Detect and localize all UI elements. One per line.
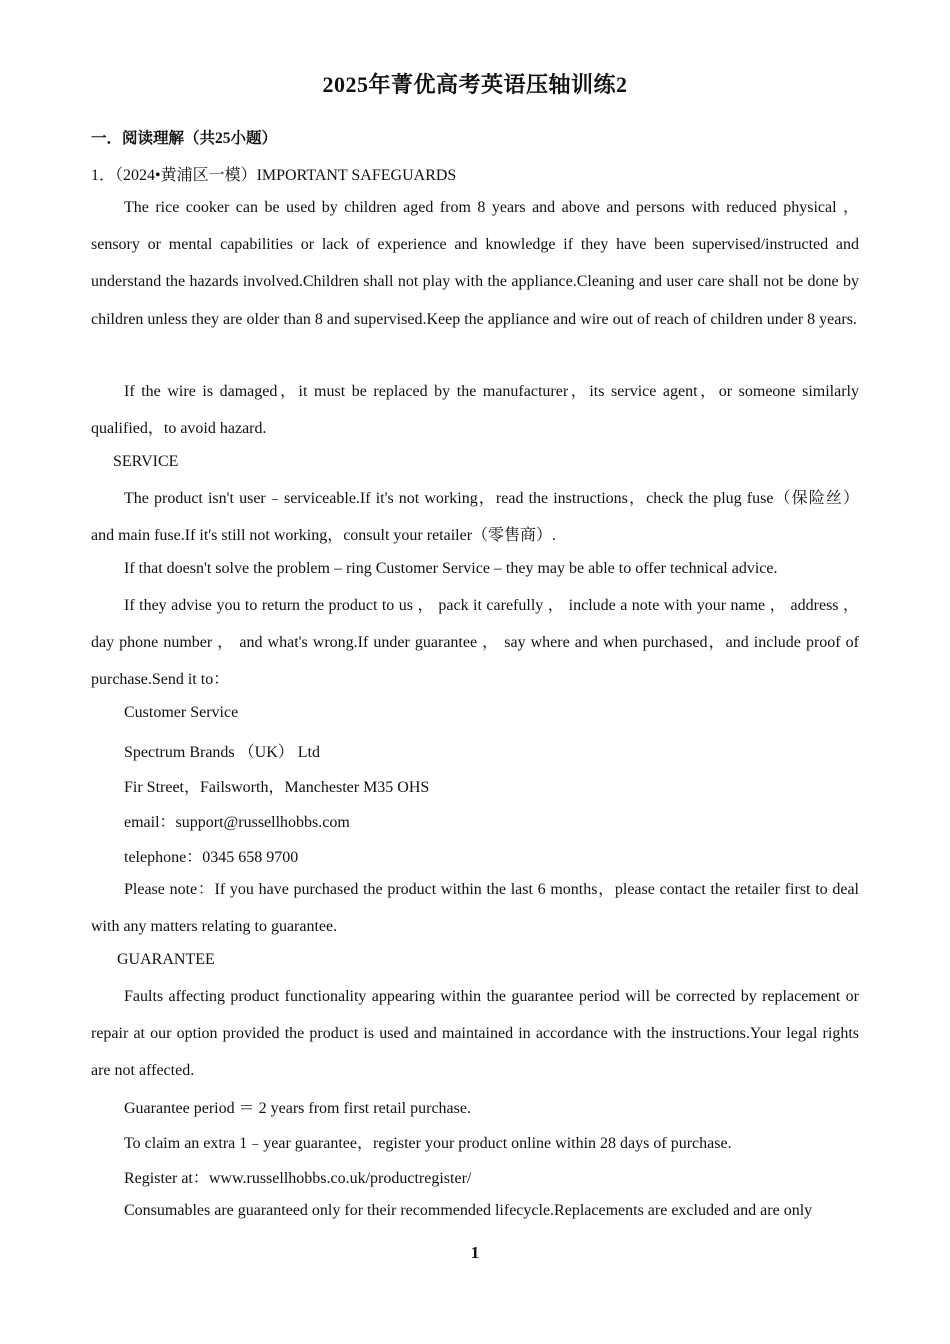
section-heading: 一．阅读理解（共25小题） bbox=[91, 130, 278, 147]
address-line-3: Fir Street，Failsworth，Manchester M35 OHS bbox=[124, 779, 430, 796]
heading-guarantee: GUARANTEE bbox=[117, 951, 215, 968]
address-email: email：support@russellhobbs.com bbox=[124, 814, 350, 831]
page-number: 1 bbox=[470, 1243, 480, 1262]
paragraph-note: Please note：If you have purchased the product within the last 6 months，please contact the retailer first to deal with any matters relating to guarantee. bbox=[91, 881, 859, 936]
paragraph-service-3: If they advise you to return the product to us ， pack it carefully ， include a note with your name ， address ， day phone number ， and what's wrong.If under guarantee ， say where and when purchased，and include proof of purchase.Send it to： bbox=[91, 597, 859, 689]
page-title: 2025年菁优高考英语压轴训练2 bbox=[322, 72, 628, 97]
paragraph-guarantee-1: Faults affecting product functionality appearing within the guarantee period will be corrected by replacement or repair at our option provided the product is used and maintained in accordance with the instructions.Your legal rights are not affected. bbox=[91, 988, 859, 1080]
paragraph-consumables: Consumables are guaranteed only for their recommended lifecycle.Replacements are excluded and are only bbox=[124, 1202, 813, 1219]
paragraph-service-2: If that doesn't solve the problem – ring Customer Service – they may be able to offer technical advice. bbox=[124, 560, 778, 577]
paragraph-safeguards-2: If the wire is damaged，it must be replaced by the manufacturer，its service agent，or someone similarly qualified，to avoid hazard. bbox=[91, 383, 859, 438]
guarantee-period: Guarantee period ＝ 2 years from first retail purchase. bbox=[124, 1100, 471, 1117]
heading-service: SERVICE bbox=[113, 453, 179, 470]
address-line-1: Customer Service bbox=[124, 704, 239, 721]
question-label: 1．（2024•黄浦区一模）IMPORTANT SAFEGUARDS bbox=[91, 167, 457, 184]
address-line-2: Spectrum Brands （UK） Ltd bbox=[124, 744, 320, 761]
paragraph-safeguards-1: The rice cooker can be used by children aged from 8 years and above and persons with reduced physical ， sensory or mental capabilities or lack of experience and knowledge if they have been supervised/instructed and understand the hazards involved.Children shall not play with the appliance.Cleaning and user care shall not be done by children unless they are older than 8 and supervised.Keep the appliance and wire out of reach of children under 8 years. bbox=[91, 199, 859, 328]
address-telephone: telephone：0345 658 9700 bbox=[124, 849, 299, 866]
extra-guarantee: To claim an extra 1﹣year guarantee，register your product online within 28 days of purchase. bbox=[124, 1135, 732, 1152]
paragraph-service-1: The product isn't user﹣serviceable.If it's not working，read the instructions，check the plug fuse（保险丝） and main fuse.If it's still not working，consult your retailer（零售商）. bbox=[91, 490, 859, 545]
register-at: Register at：www.russellhobbs.co.uk/productregister/ bbox=[124, 1170, 472, 1187]
